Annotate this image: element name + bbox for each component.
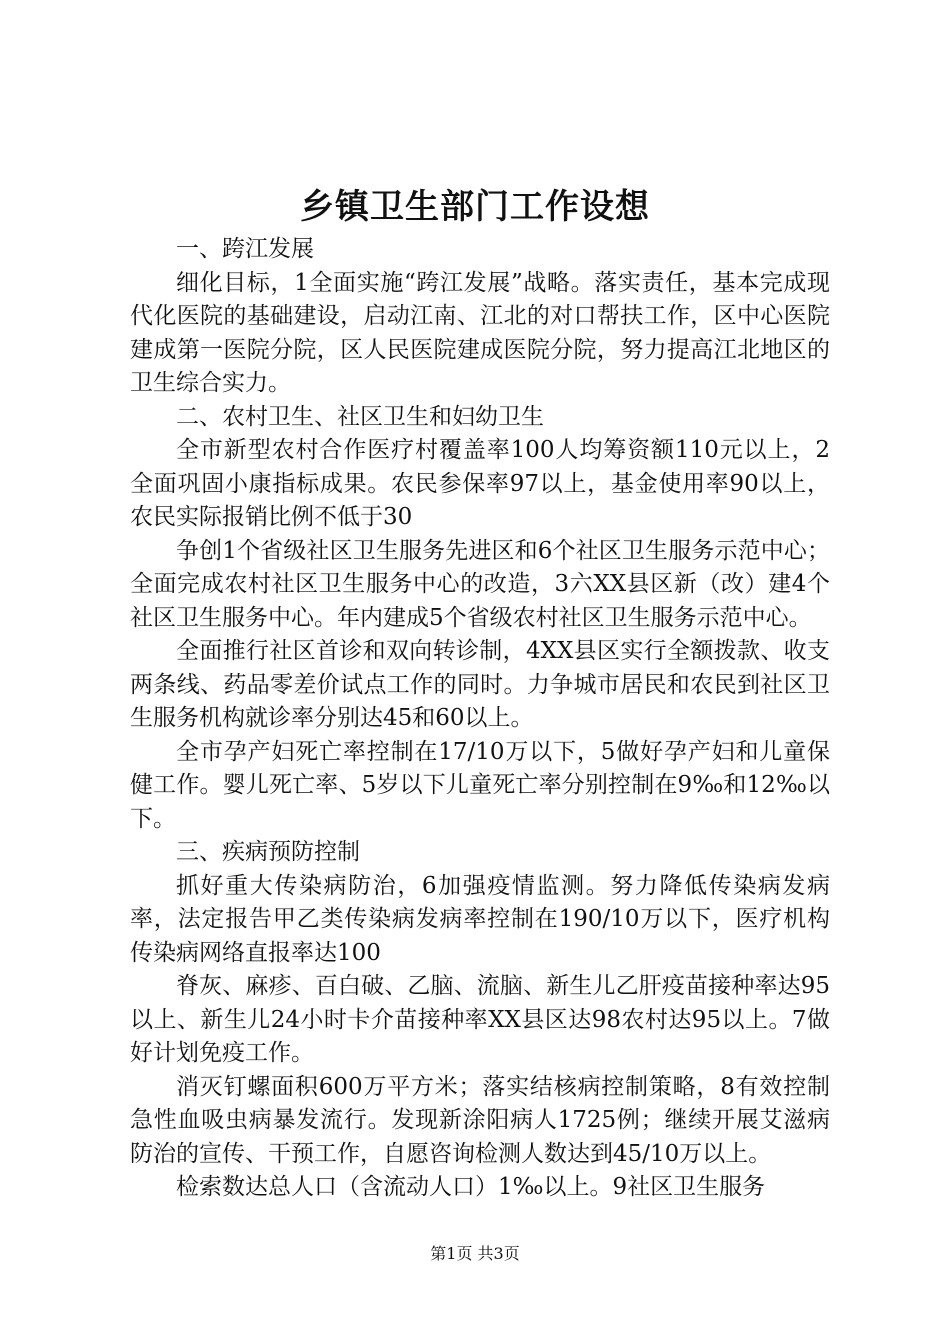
paragraph: 脊灰、麻疹、百白破、乙脑、流脑、新生儿乙肝疫苗接种率达95以上、新生儿24小时卡介苗接种率XX县区达98农村达95以上。7做好计划免疫工作。	[130, 973, 830, 1066]
paragraph: 全市新型农村合作医疗村覆盖率100人均筹资额110元以上，2全面巩固小康指标成果。农民参保率97以上，基金使用率90以上，农民实际报销比例不低于30	[130, 437, 830, 530]
page-number-footer: 第1页 共3页	[430, 1244, 520, 1263]
section-heading: 三、疾病预防控制	[176, 839, 360, 865]
paragraph: 消灭钉螺面积600万平方米；落实结核病控制策略，8有效控制急性血吸虫病暴发流行。发现新涂阳病人1725例；继续开展艾滋病防治的宣传、干预工作，自愿咨询检测人数达到45/10万以上。	[130, 1073, 830, 1167]
section-heading: 一、跨江发展	[176, 236, 314, 262]
paragraph: 细化目标，1全面实施“跨江发展”战略。落实责任，基本完成现代化医院的基础建设，启动江南、江北的对口帮扶工作，区中心医院建成第一医院分院，区人民医院建成医院分院，努力提高江北地区的卫生综合实力。	[130, 269, 830, 396]
paragraph: 争创1个省级社区卫生服务先进区和6个社区卫生服务示范中心；全面完成农村社区卫生服务中心的改造，3六XX县区新（改）建4个社区卫生服务中心。年内建成5个省级农村社区卫生服务示范中心。	[130, 537, 830, 631]
paragraph: 检索数达总人口（含流动人口）1‰以上。9社区卫生服务	[176, 1174, 766, 1200]
paragraph: 抓好重大传染病防治，6加强疫情监测。努力降低传染病发病率，法定报告甲乙类传染病发病率控制在190/10万以下，医疗机构传染病网络直报率达100	[130, 872, 830, 966]
paragraph: 全面推行社区首诊和双向转诊制，4XX县区实行全额拨款、收支两条线、药品零差价试点工作的同时。力争城市居民和农民到社区卫生服务机构就诊率分别达45和60以上。	[130, 638, 830, 731]
paragraph: 全市孕产妇死亡率控制在17/10万以下，5做好孕产妇和儿童保健工作。婴儿死亡率、5岁以下儿童死亡率分别控制在9‰和12‰以下。	[130, 738, 830, 832]
document-title: 乡镇卫生部门工作设想	[300, 187, 650, 227]
section-heading: 二、农村卫生、社区卫生和妇幼卫生	[176, 403, 544, 430]
document-body	[130, 233, 830, 1205]
